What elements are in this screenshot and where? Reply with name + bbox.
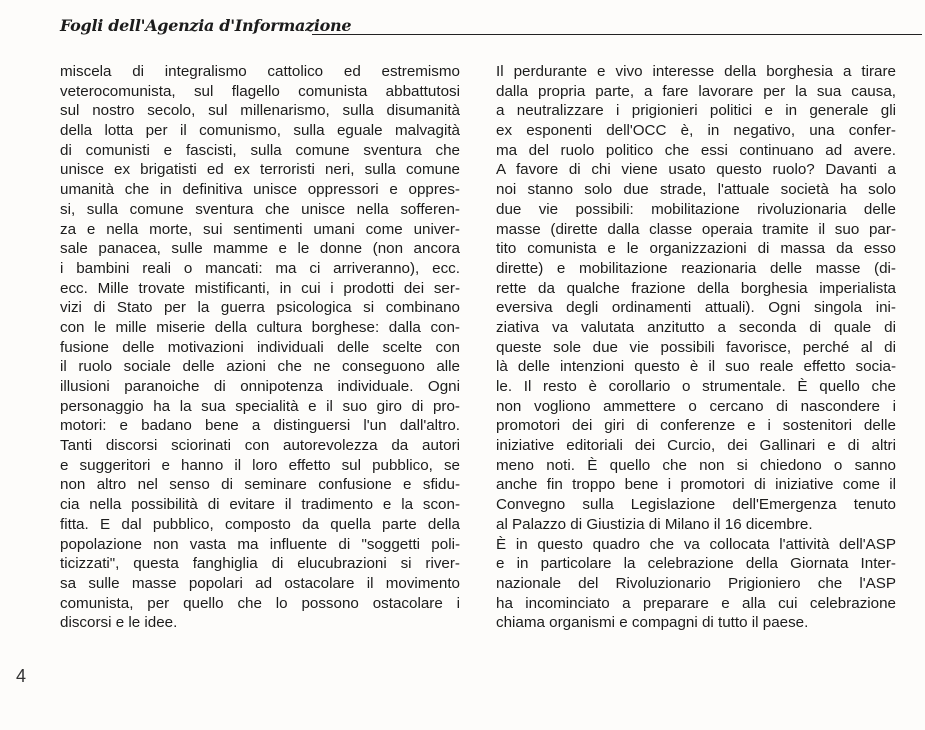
text-line: popolazione non vasta ma influente di "soggetti poli- bbox=[60, 535, 460, 553]
text-line: comunista, per quello che lo possono ostacolare i bbox=[60, 594, 460, 612]
text-line: non vogliono ammettere o cercano di nascondere i bbox=[496, 397, 896, 415]
text-line: meno noti. È quello che non si chiedono o sanno bbox=[496, 456, 896, 474]
text-line: iniziative editoriali dei Curcio, dei Gallinari e di altri bbox=[496, 437, 896, 455]
text-line: ha incominciato a preparare e alla cui celebrazione bbox=[496, 594, 896, 612]
text-line: sa sulle masse popolari ad ostacolare il movimento bbox=[60, 574, 460, 592]
text-line: si, sulla comune sventura che unisce nella sofferen- bbox=[60, 200, 460, 218]
text-line: motori: e badano bene a distinguersi l'un dall'altro. bbox=[60, 417, 460, 435]
text-line: là delle intenzioni questo è il suo reale effetto socia- bbox=[496, 358, 896, 376]
text-line: za e nella morte, sui sentimenti umani come univer- bbox=[60, 220, 460, 238]
text-line: illusioni paranoiche di onnipotenza individuale. Ogni bbox=[60, 378, 460, 395]
text-line: anche fin troppo bene i promotori di iniziative come il bbox=[496, 476, 896, 494]
text-column-left bbox=[60, 62, 460, 633]
text-line: veterocomunista, sul flagello comunista abbattutosi bbox=[60, 82, 460, 100]
text-line: Convegno sulla Legislazione dell'Emergenza tenuto bbox=[496, 496, 896, 514]
text-line: sul nostro secolo, sul millenarismo, sulla disumanità bbox=[60, 102, 460, 120]
text-line: ziativa va valutata anzitutto a seconda di quale di bbox=[496, 318, 896, 336]
text-line: Tanti discorsi sciorinati con autorevolezza da autori bbox=[60, 437, 460, 455]
text-line: A favore di chi viene usato questo ruolo? Davanti a bbox=[496, 161, 896, 179]
text-line: rette da qualche frazione della borghesia imperialista bbox=[496, 279, 896, 297]
text-line: dirette) e mobilitazione reazionaria delle masse (di- bbox=[496, 259, 896, 277]
text-line: personaggio ha la sua specialità e il suo giro di pro- bbox=[60, 397, 460, 415]
text-line: della lotta per il comunismo, sulla eguale malvagità bbox=[60, 122, 460, 140]
text-line: i bambini reali o mancati: ma ci arriveranno), ecc. bbox=[60, 259, 460, 277]
text-line: miscela di integralismo cattolico ed estremismo bbox=[60, 63, 460, 80]
text-line: unisce ex brigatisti ed ex terroristi neri, sulla comune bbox=[60, 161, 460, 179]
text-line: il ruolo sociale delle azioni che ne conseguono alle bbox=[60, 358, 460, 376]
text-line: con le mille miserie della cultura borghese: dalla con- bbox=[60, 318, 460, 336]
text-line: umanità che in definitiva unisce oppressori e oppres- bbox=[60, 181, 460, 199]
text-line: ex esponenti dell'OCC è, in negativo, una confer- bbox=[496, 122, 896, 140]
text-line: vizi di Stato per la guerra psicologica si combinano bbox=[60, 299, 460, 317]
text-line: È in questo quadro che va collocata l'attività dell'ASP bbox=[496, 535, 896, 553]
text-line: non altro nel senso di seminare confusione e sfidu- bbox=[60, 476, 460, 494]
text-line: queste sole due vie possibili favorisce, perché al di bbox=[496, 338, 896, 356]
text-line: fitta. E dal pubblico, composto da quella parte della bbox=[60, 515, 460, 533]
text-line: ma del ruolo politico che essi continuano ad avere. bbox=[496, 141, 896, 159]
text-line: e in particolare la celebrazione della Giornata Inter- bbox=[496, 555, 896, 573]
text-line: di comunisti e fascisti, sulla comune sventura che bbox=[60, 141, 460, 159]
text-line: le. Il resto è corollario o strumentale. È quello che bbox=[496, 378, 896, 395]
text-line: e suggeritori e hanno il loro effetto sul pubblico, se bbox=[60, 456, 460, 474]
text-line: discorsi e le idee. bbox=[60, 614, 178, 632]
text-line: ecc. Mille trovate mistificanti, in cui i prodotti dei ser- bbox=[60, 279, 460, 297]
page-number: 4 bbox=[16, 666, 27, 686]
text-line: noi stanno solo due strade, l'attuale società ha solo bbox=[496, 181, 896, 199]
text-line: cia nella possibilità di evitare il tradimento e la scon- bbox=[60, 496, 460, 514]
text-line: Il perdurante e vivo interesse della borghesia a tirare bbox=[496, 63, 896, 80]
header-rule bbox=[312, 34, 922, 35]
text-line: promotori dei giri di conferenze e i sostenitori delle bbox=[496, 417, 896, 435]
text-line: eversiva degli ordinamenti attuali). Ogni singola ini- bbox=[496, 299, 896, 317]
text-line: fusione delle motivazioni individuali delle scelte con bbox=[60, 338, 460, 356]
text-column-right bbox=[496, 62, 896, 633]
text-line: ticizzati", questa fanghiglia di elucubrazioni si river- bbox=[60, 555, 460, 573]
text-line: nazionale del Rivoluzionario Prigioniero che l'ASP bbox=[496, 574, 896, 592]
text-line: sale panacea, sulle mamme e le donne (non ancora bbox=[60, 240, 460, 258]
text-line: chiama organismi e compagni di tutto il paese. bbox=[496, 614, 809, 632]
running-header bbox=[60, 14, 922, 40]
text-line: dalla propria parte, a fare lavorare per la sua causa, bbox=[496, 82, 896, 100]
text-line: due vie possibili: mobilitazione rivoluzionaria delle bbox=[496, 200, 896, 218]
text-line: tito comunista e le organizzazioni di massa da esso bbox=[496, 240, 896, 258]
text-line: a neutralizzare i prigionieri politici e in generale gli bbox=[496, 102, 896, 120]
publication-title: Fogli dell'Agenzia d'Informazione bbox=[60, 16, 352, 35]
text-line: masse (dirette dalla classe operaia tramite il suo par- bbox=[496, 220, 896, 238]
text-line: al Palazzo di Giustizia di Milano il 16 dicembre. bbox=[496, 515, 813, 533]
